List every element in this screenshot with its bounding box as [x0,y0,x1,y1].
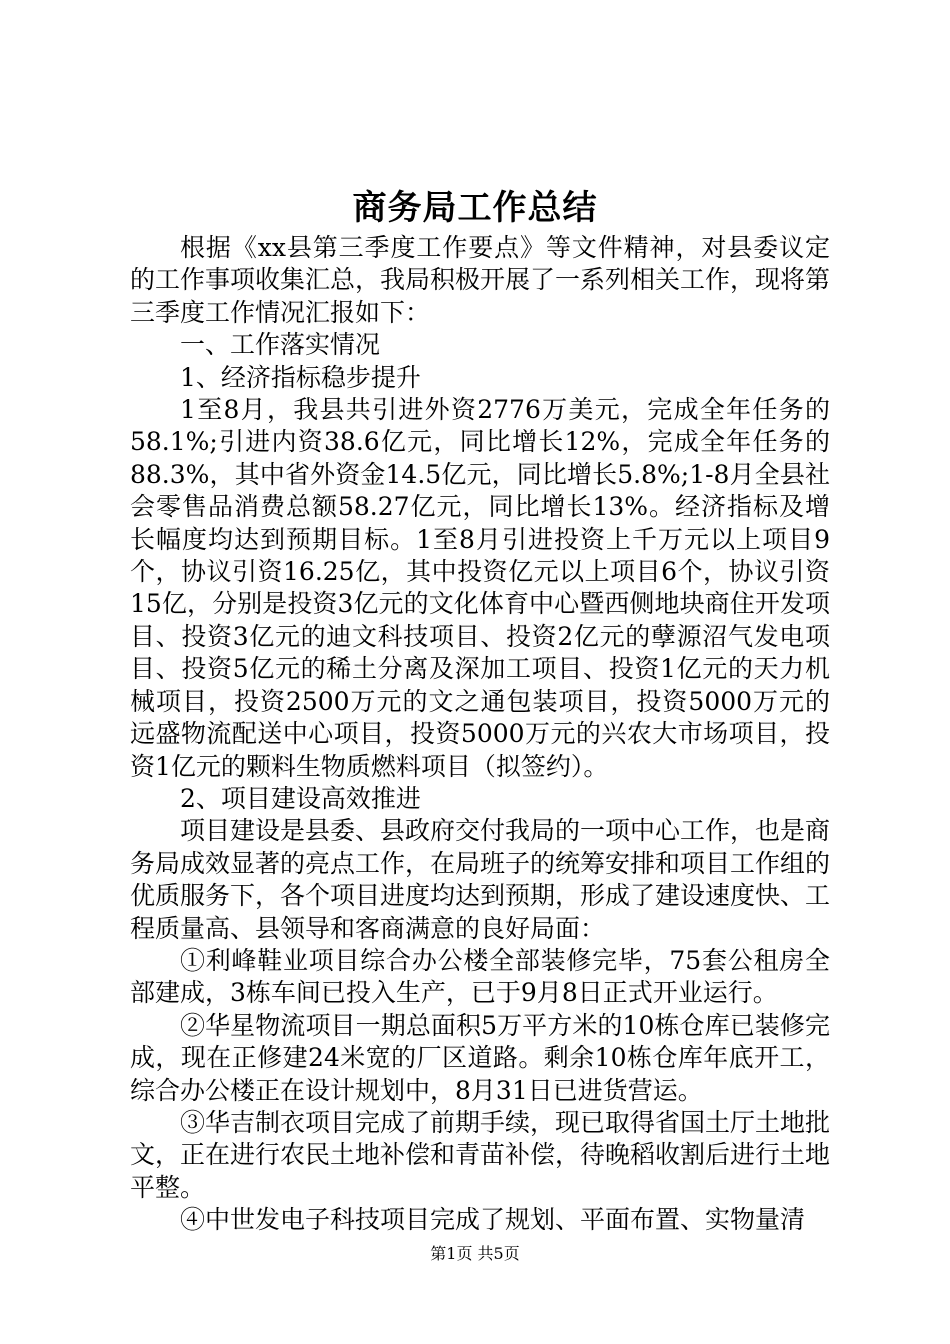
list-item: ②华星物流项目一期总面积5万平方米的10栋仓库已装修完成，现在正修建24米宽的厂区道路。剩余10栋仓库年底开工，综合办公楼正在设计规划中，8月31日已进货营运。 [130,1010,830,1105]
page-number: 第1页 共5页 [430,1244,520,1263]
intro-paragraph: 根据《xx县第三季度工作要点》等文件精神，对县委议定的工作事项收集汇总，我局积极开展了一系列相关工作，现将第三季度工作情况汇报如下： [130,233,831,327]
subsection-heading: 1、经济指标稳步提升 [180,362,421,392]
subsection-heading: 2、项目建设高效推进 [180,783,421,813]
section-heading: 一、工作落实情况 [180,330,381,360]
list-item: ①利峰鞋业项目综合办公楼全部装修完毕，75套公租房全部建成，3栋车间已投入生产，已于9月8日正式开业运行。 [130,945,830,1008]
body-paragraph: 1至8月，我县共引进外资2776万美元，完成全年任务的58.1%;引进内资38.6亿元，同比增长12%，完成全年任务的88.3%，其中省外资金14.5亿元，同比增长5.8%;1-8月全县社会零售品消费总额58.27亿元，同比增长13%。经济指标及增长幅度均达到预期目标。1至8月引进投资上千万元以上项目9个，协议引资16.25亿，其中投资亿元以上项目6个，协议引资15亿，分别是投资3亿元的文化体育中心暨西侧地块商住开发项目、投资3亿元的迪文科技项目、投资2亿元的孽源沼气发电项目、投资5亿元的稀土分离及深加工项目、投资1亿元的天力机械项目，投资2500万元的文之通包装项目，投资5000万元的远盛物流配送中心项目，投资5000万元的兴农大市场项目，投资1亿元的颗料生物质燃料项目（拟签约）。 [130,395,830,781]
page-title: 商务局工作总结 [352,188,598,228]
document-body [130,232,830,1237]
list-item: ③华吉制衣项目完成了前期手续，现已取得省国土厅土地批文，正在进行农民土地补偿和青苗补偿，待晚稻收割后进行土地平整。 [130,1107,831,1202]
body-paragraph: 项目建设是县委、县政府交付我局的一项中心工作，也是商务局成效显著的亮点工作，在局班子的统筹安排和项目工作组的优质服务下，各个项目进度均达到预期，形成了建设速度快、工程质量高、县领导和客商满意的良好局面： [130,816,831,943]
list-item: ④中世发电子科技项目完成了规划、平面布置、实物量清 [180,1205,806,1235]
